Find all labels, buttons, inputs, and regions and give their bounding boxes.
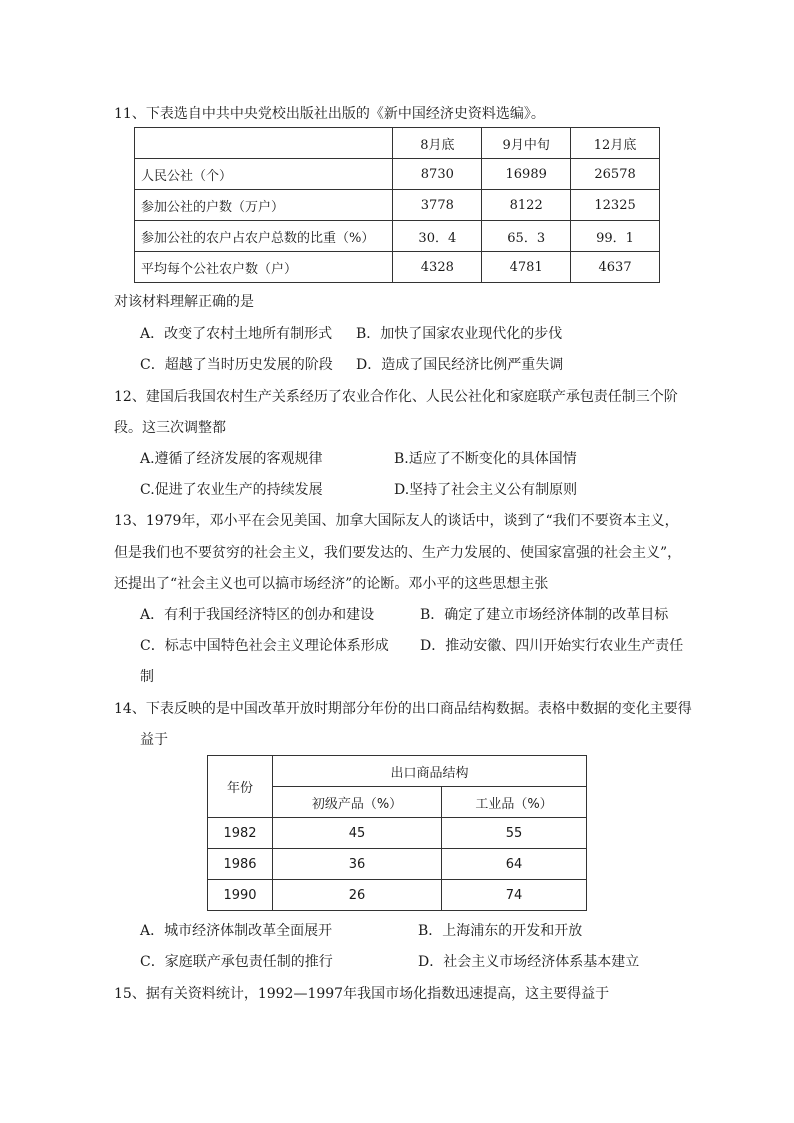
q14-option-c[interactable]: C．家庭联产承包责任制的推行: [140, 954, 333, 970]
table-header-cell: 工业品（%）: [442, 787, 587, 818]
q15-stem-line1: 15、据有关资料统计，1992—1997年我国市场化指数迅速提高，这主要得益于: [114, 986, 610, 1002]
table-header-cell: 9月中旬: [482, 128, 571, 159]
q14-option-a[interactable]: A．城市经济体制改革全面展开: [140, 923, 333, 939]
q13-stem-line1: 13、1979年，邓小平在会见美国、加拿大国际友人的谈话中，谈到了“我们不要资本主义，: [114, 513, 679, 529]
q13-option-b[interactable]: B．确定了建立市场经济体制的改革目标: [420, 607, 669, 623]
q14-option-b[interactable]: B．上海浦东的开发和开放: [418, 923, 583, 939]
table-cell: 4328: [393, 252, 482, 283]
table-header-cell: 出口商品结构: [273, 756, 587, 787]
table-cell: 3778: [393, 190, 482, 221]
table-header-row: [135, 128, 660, 159]
q13-option-d[interactable]: D．推动安徽、四川开始实行农业生产责任: [420, 638, 684, 654]
q12-option-b[interactable]: B.适应了不断变化的具体国情: [394, 451, 577, 467]
table-header-row: [208, 756, 587, 787]
table-cell: 45: [273, 818, 442, 849]
table-cell: 8730: [393, 159, 482, 190]
table-cell: 4781: [482, 252, 571, 283]
q11-table: [134, 127, 660, 283]
table-cell: 65．3: [482, 221, 571, 252]
q14-stem-line1: 14、下表反映的是中国改革开放时期部分年份的出口商品结构数据。表格中数据的变化主要得: [114, 701, 692, 717]
q14-table: [207, 755, 587, 911]
table-row: [135, 159, 660, 190]
q12-option-d[interactable]: D.坚持了社会主义公有制原则: [394, 482, 578, 498]
q11-option-a[interactable]: A．改变了农村土地所有制形式: [140, 326, 333, 342]
table-cell: 12325: [571, 190, 660, 221]
table-header-cell: 初级产品（%）: [273, 787, 442, 818]
table-cell: 16989: [482, 159, 571, 190]
table-row: [208, 849, 587, 880]
table-cell: 4637: [571, 252, 660, 283]
table-cell: 26578: [571, 159, 660, 190]
table-cell: 1986: [208, 849, 273, 880]
q12-stem-line2: 段。这三次调整都: [114, 420, 226, 436]
table-cell: 26: [273, 880, 442, 911]
q11-option-b[interactable]: B．加快了国家农业现代化的步伐: [356, 326, 563, 342]
q11-stem: 11、下表选自中共中央党校出版社出版的《新中国经济史资料选编》。: [114, 106, 545, 122]
table-cell: 1990: [208, 880, 273, 911]
table-cell: 55: [442, 818, 587, 849]
q13-stem-line3: 还提出了“社会主义也可以搞市场经济”的论断。邓小平的这些思想主张: [114, 576, 549, 592]
q11-option-d[interactable]: D．造成了国民经济比例严重失调: [356, 357, 564, 373]
table-row: [135, 221, 660, 252]
q12-option-a[interactable]: A.遵循了经济发展的客观规律: [140, 451, 323, 467]
table-cell: 30．4: [393, 221, 482, 252]
table-cell: 平均每个公社农户数（户）: [135, 252, 393, 283]
q14-stem-line2: 益于: [140, 732, 168, 748]
table-row: [208, 880, 587, 911]
table-row: [135, 190, 660, 221]
table-header-cell: 8月底: [393, 128, 482, 159]
table-cell: 36: [273, 849, 442, 880]
q13-stem-line2: 但是我们也不要贫穷的社会主义，我们要发达的、生产力发展的、使国家富强的社会主义”，: [114, 545, 682, 561]
q13-option-c[interactable]: C．标志中国特色社会主义理论体系形成: [140, 638, 389, 654]
q12-stem-line1: 12、建国后我国农村生产关系经历了农业合作化、人民公社化和家庭联产承包责任制三个阶: [114, 389, 678, 405]
table-cell: 64: [442, 849, 587, 880]
q11-option-c[interactable]: C．超越了当时历史发展的阶段: [140, 357, 333, 373]
table-cell: 1982: [208, 818, 273, 849]
table-header-cell: 12月底: [571, 128, 660, 159]
q13-option-a[interactable]: A．有利于我国经济特区的创办和建设: [140, 607, 375, 623]
q13-option-d-cont: 制: [140, 669, 154, 685]
table-cell: [135, 128, 393, 159]
table-cell: 74: [442, 880, 587, 911]
table-cell: 人民公社（个）: [135, 159, 393, 190]
q11-question: 对该材料理解正确的是: [114, 294, 254, 310]
table-row: [208, 818, 587, 849]
table-cell: 参加公社的农户占农户总数的比重（%）: [135, 221, 393, 252]
table-row: [135, 252, 660, 283]
q14-option-d[interactable]: D．社会主义市场经济体系基本建立: [418, 954, 640, 970]
table-header-cell: 年份: [208, 756, 273, 818]
q12-option-c[interactable]: C.促进了农业生产的持续发展: [140, 482, 323, 498]
table-cell: 99．1: [571, 221, 660, 252]
table-cell: 参加公社的户数（万户）: [135, 190, 393, 221]
table-cell: 8122: [482, 190, 571, 221]
